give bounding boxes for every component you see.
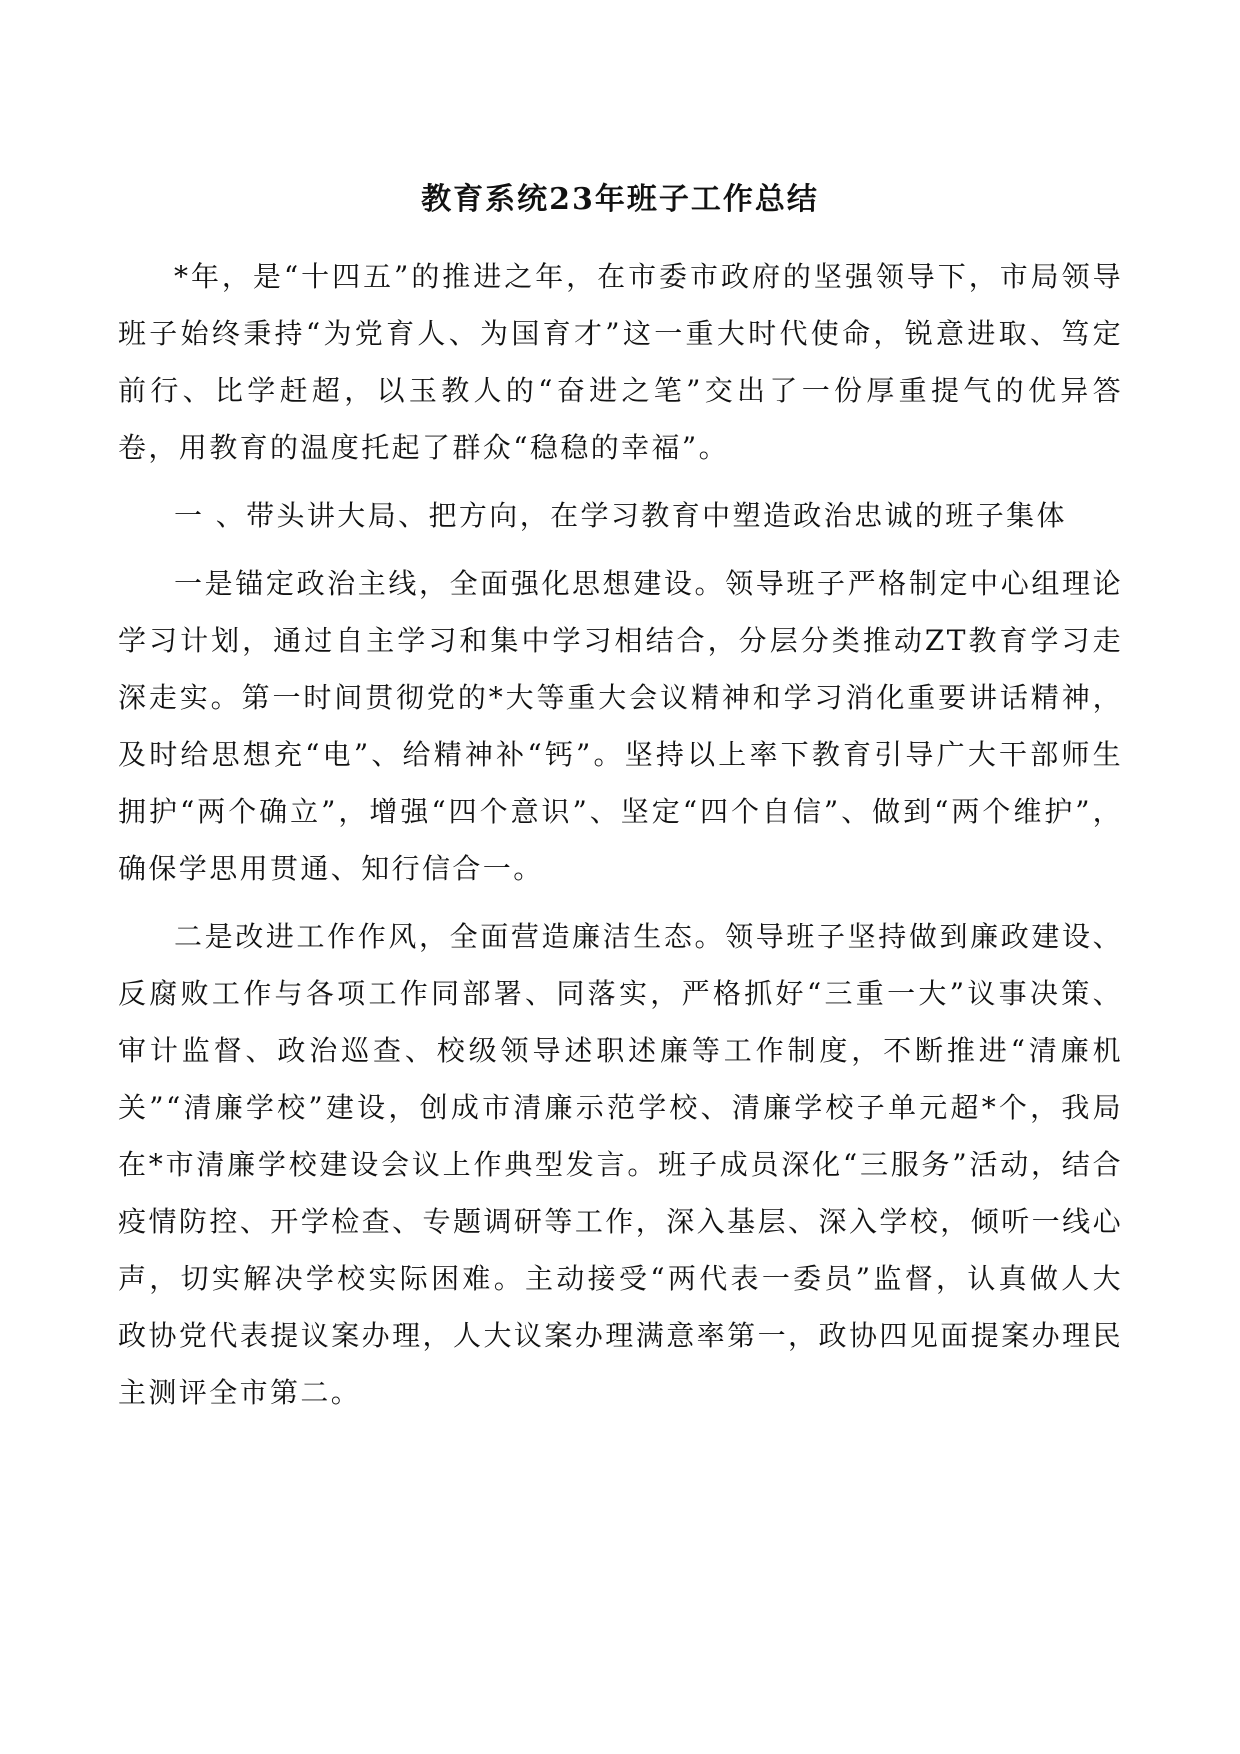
document-title: 教育系统23年班子工作总结 xyxy=(421,182,819,217)
section-heading: 一 、带头讲大局、把方向，在学习教育中塑造政治忠诚的班子集体 xyxy=(174,499,1067,532)
document-body xyxy=(118,248,1123,1432)
body-paragraph: 一是锚定政治主线，全面强化思想建设。领导班子严格制定中心组理论学习计划，通过自主学习和集中学习相结合，分层分类推动ZT教育学习走深走实。第一时间贯彻党的*大等重大会议精神和学习消化重要讲话精神，及时给思想充“电”、给精神补“钙”。坚持以上率下教育引导广大干部师生拥护“两个确立”，增强“四个意识”、坚定“四个自信”、做到“两个维护”，确保学思用贯通、知行信合一。 xyxy=(118,567,1123,885)
body-paragraph: 二是改进工作作风，全面营造廉洁生态。领导班子坚持做到廉政建设、反腐败工作与各项工作同部署、同落实，严格抓好“三重一大”议事决策、审计监督、政治巡查、校级领导述职述廉等工作制度，不断推进“清廉机关”“清廉学校”建设，创成市清廉示范学校、清廉学校子单元超*个，我局在*市清廉学校建设会议上作典型发言。班子成员深化“三服务”活动，结合疫情防控、开学检查、专题调研等工作，深入基层、深入学校，倾听一线心声，切实解决学校实际困难。主动接受“两代表一委员”监督，认真做人大政协党代表提议案办理，人大议案办理满意率第一，政协四见面提案办理民主测评全市第二。 xyxy=(118,920,1123,1409)
intro-paragraph: *年，是“十四五”的推进之年，在市委市政府的坚强领导下，市局领导班子始终秉持“为党育人、为国育才”这一重大时代使命，锐意进取、笃定前行、比学赶超，以玉教人的“奋进之笔”交出了一份厚重提气的优异答卷，用教育的温度托起了群众“稳稳的幸福”。 xyxy=(118,260,1123,464)
